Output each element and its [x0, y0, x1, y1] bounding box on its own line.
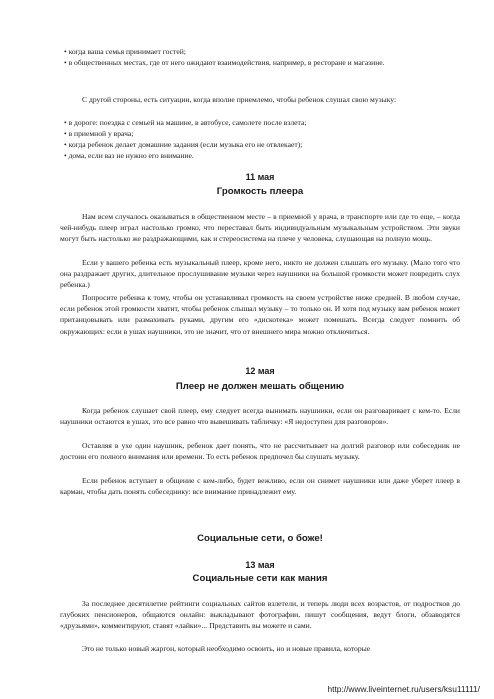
list-item: • в общественных местах, где от него ожидают взаимодействия, например, в ресторане и магазине. — [64, 58, 385, 67]
section-title: Плеер не должен мешать общению — [175, 381, 345, 392]
paragraph: Нам всем случалось оказываться в общественном месте – в приемной у врача, в транспорте или где то еще, – когда чей-нибудь плеер играл настолько громко, что переставал быть индивидуальным музыкальным устройством. Эти звуки могут быть настолько же раздражающими, как и стереосистема на плече у человека, слушающая на полную мощь. — [60, 212, 460, 244]
list-item: • в приемной у врача; — [64, 129, 134, 138]
paragraph: Если ребенок вступает в общение с кем-либо, будет вежливо, если он снимет наушники или даже уберет плеер в карман, чтобы дать понять собеседнику: все внимание принадлежит ему. — [60, 476, 460, 497]
intro-paragraph: С другой стороны, есть ситуации, когда вполне приемлемо, чтобы ребенок слушал свою музыку: — [82, 95, 397, 104]
paragraph: Когда ребенок слушает свой плеер, ему следует всегда вынимать наушники, если он разговаривает с кем-то. Если наушники остаются в ушах, это все равно что вывешивать табличку: «Я недоступен для разговоров». — [60, 406, 460, 427]
section-date: 13 мая — [245, 560, 275, 570]
paragraph: Если у вашего ребенка есть музыкальный плеер, кроме него, никто не должен слышать его музыку. (Мало того что она раздражает других, длительное прослушивание музыки через наушники на большой громкости может повредить слух ребенка.) — [60, 258, 460, 290]
list-item: • в дороге: поездка с семьей на машине, в автобусе, самолете после взлета; — [64, 118, 307, 127]
list-item: • когда ваша семья принимает гостей; — [64, 47, 186, 56]
list-item: • когда ребенок делает домашние задания (если музыка его не отвлекает); — [64, 140, 303, 149]
bullet-list-ok — [64, 117, 460, 161]
section-date: 12 мая — [245, 366, 275, 376]
chapter-title: Социальные сети, о боже! — [197, 533, 323, 544]
paragraph: Попросите ребенка к тому, чтобы он устанавливал громкость на своем устройстве ниже средней. В любом случае, если ребенок этой громкости хватит, чтобы ребенок слышал музыку – то только он. И хотя под музыку вам ребенок может пританцовывать или размахивать руками, другим его «дискотека» может помешать. Всегда следует помнить об окружающих: если в ушах наушники, это не значит, что от внешнего мира можно отключиться. — [60, 293, 460, 336]
section-title: Громкость плеера — [216, 186, 304, 197]
section-title: Социальные сети как мания — [192, 573, 328, 584]
paragraph: Оставляя в ухе один наушник, ребенок дает понять, что не рассчитывает на долгий разговор или собеседник не достоин его полного внимания или времени. То есть ребенок предпочел бы слушать музыку. — [60, 441, 460, 462]
footer-url: http://www.liveinternet.ru/users/ksu11111/ — [327, 684, 480, 694]
paragraph: Это не только новый жаргон, который необходимо освоить, но и новые правила, которые — [82, 644, 371, 653]
section-date: 11 мая — [245, 172, 275, 182]
list-item: • дома, если ваз не нужно его внимание. — [64, 151, 194, 160]
paragraph: За последнее десятилетие рейтинги социальных сайтов взлетели, и теперь люди всех возрастов, от подростков до глубоких пенсионеров, общаются онлайн: выкладывают фотографии, пишут сообщения, ведут блоги, обзаводятся «друзьями», комментируют, ставят «лайки»... Представить вы можете и сами. — [60, 599, 460, 631]
bullet-list-top — [64, 46, 460, 68]
